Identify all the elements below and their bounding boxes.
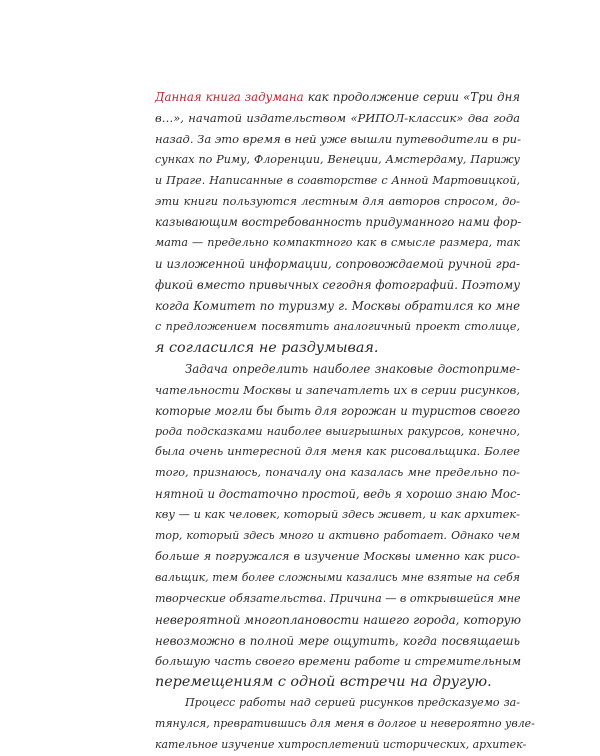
text-line: назад. За это время в ней уже вышли путеводители в ри-	[155, 131, 521, 146]
text-line: фикой вместо привычных сегодня фотографий. Поэтому	[155, 278, 520, 293]
text-line: которые могли бы быть для горожан и туристов своего	[155, 403, 520, 418]
text-line: и Праге. Написанные в соавторстве с Анной Мартовицкой,	[155, 173, 520, 187]
text-line: сунках по Риму, Флоренции, Венеции, Амстердаму, Парижу	[155, 152, 520, 166]
text-line: больше я погружался в изучение Москвы именно как рисо-	[155, 549, 520, 563]
text-line: Процесс работы над серией рисунков предсказуемо за-	[185, 696, 520, 710]
text-line: невозможно в полной мере ощутить, когда посвящаешь	[155, 633, 520, 648]
paragraph-lead-in: Данная книга задумана	[155, 90, 304, 104]
body-text	[155, 87, 535, 756]
text-line: чательности Москвы и запечатлеть их в серии рисунков,	[155, 382, 520, 397]
text-line: большую часть своего времени работе и стремительным	[155, 654, 522, 669]
text-line: творческие обязательства. Причина — в открывшейся мне	[155, 591, 521, 605]
text-line: рода подсказками наиболее выигрышных ракурсов, конечно,	[155, 424, 520, 438]
text-line: того, признаюсь, поначалу она казалась мне предельно по-	[155, 466, 520, 480]
text-line: эти книги пользуются лестным для авторов спросом, до-	[155, 194, 520, 208]
text-line: мата — предельно компактного как в смысле размера, так	[155, 236, 520, 250]
text-line: перемещениям с одной встречи на другую.	[155, 674, 492, 691]
text-line: нятной и достаточно простой, ведь я хорошо знаю Мос-	[155, 487, 521, 502]
text-line: тор, который здесь много и активно работает. Однако чем	[155, 529, 520, 543]
text-line: вальщик, тем более сложными казались мне взятые на себя	[155, 570, 520, 584]
text-line: кательное изучение хитросплетений исторических, архитек-	[155, 738, 527, 752]
paragraph-3	[155, 693, 535, 756]
paragraph-2	[155, 359, 520, 694]
text-line: тянулся, превратившись для меня в долгое и невероятно увле-	[155, 717, 535, 731]
text-line: когда Комитет по туризму г. Москвы обратился ко мне	[155, 299, 520, 314]
text-line: я согласился не раздумывая.	[155, 339, 379, 356]
text-line: и изложенной информации, сопровождаемой ручной гра-	[155, 257, 520, 272]
paragraph-1	[155, 87, 520, 359]
text-line: невероятной многоплановости нашего города, которую	[155, 612, 521, 627]
text-line: с предложением посвятить аналогичный проект столице,	[155, 319, 520, 333]
text-line: кву — и как человек, который здесь живет, и как архитек-	[155, 508, 520, 522]
text-line: в…», начатой издательством «РИПОЛ-классик» два года	[155, 110, 520, 125]
text-line: Задача определить наиболее знаковые достоприме-	[185, 361, 520, 376]
text-line: Данная книга задумана как продолжение серии «Три дня	[155, 90, 521, 104]
text-line: была очень интересной для меня как рисовальщика. Более	[155, 445, 520, 459]
text-line: казывающим востребованность придуманного нами фор-	[155, 215, 522, 230]
